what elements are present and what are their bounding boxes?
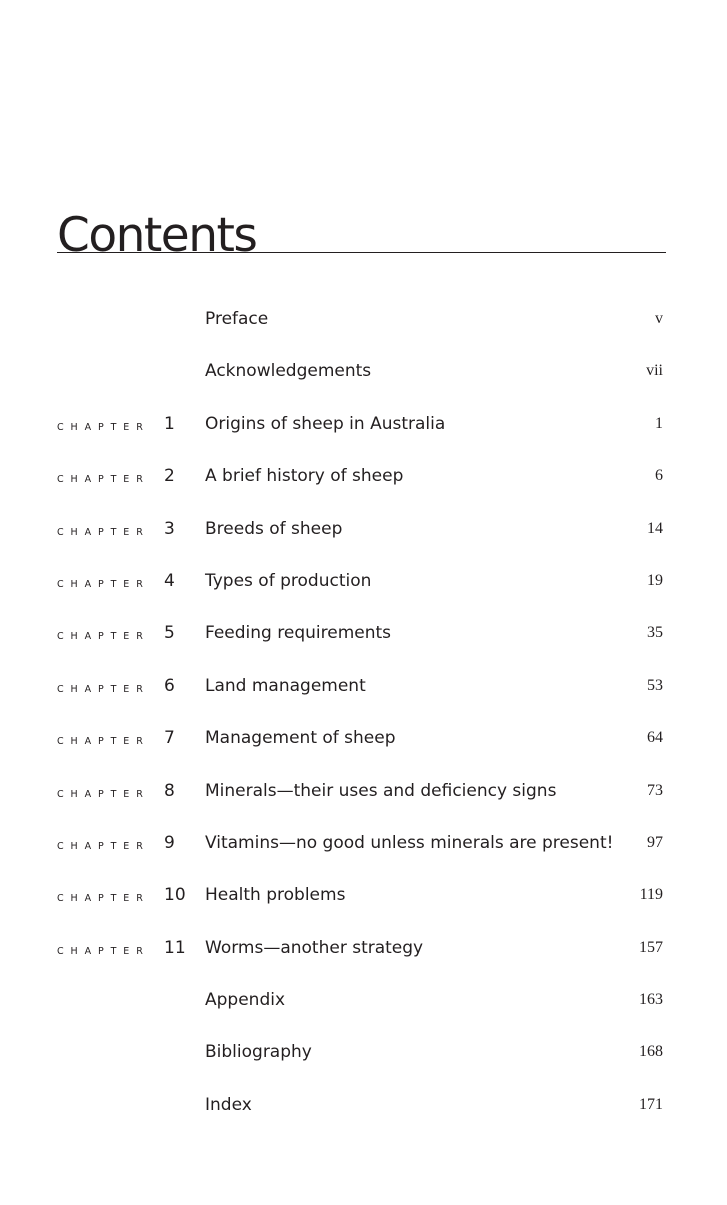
chapter-label: CHAPTER	[57, 788, 150, 800]
chapter-label: CHAPTER	[57, 893, 150, 905]
toc-entry	[57, 619, 666, 671]
chapter-label: CHAPTER	[57, 474, 150, 486]
page-number: 53	[647, 676, 663, 694]
toc-entry	[57, 305, 666, 357]
toc-entry	[57, 567, 666, 619]
chapter-number: 1	[164, 413, 175, 434]
entry-title: Preface	[205, 309, 269, 329]
toc-entry	[57, 672, 666, 724]
toc-entry	[57, 881, 666, 933]
entry-title: Bibliography	[205, 1042, 312, 1063]
page-number: 73	[647, 781, 663, 799]
contents-header	[57, 200, 666, 263]
toc-entry	[57, 1038, 666, 1090]
entry-title: Management of sheep	[205, 728, 396, 749]
entry-title: Worms—another strategy	[205, 937, 424, 958]
chapter-label: CHAPTER	[57, 945, 150, 957]
chapter-label: CHAPTER	[57, 631, 150, 643]
page-number: 171	[639, 1095, 663, 1113]
chapter-label: CHAPTER	[57, 840, 150, 852]
chapter-number: 4	[164, 570, 175, 591]
page-number: 97	[647, 833, 663, 851]
chapter-number: 2	[164, 466, 175, 487]
entry-title: Types of production	[205, 570, 372, 591]
toc-entry	[57, 724, 666, 776]
page-title: Contents	[57, 208, 257, 263]
entry-title: Origins of sheep in Australia	[205, 413, 446, 434]
toc-entry	[57, 986, 666, 1038]
entry-title: Health problems	[205, 885, 346, 906]
page-number: 157	[639, 938, 663, 956]
toc-entry	[57, 410, 666, 462]
entry-title: Land management	[205, 675, 366, 696]
entry-title: Minerals—their uses and deficiency signs	[205, 780, 557, 801]
entry-title: Acknowledgements	[205, 361, 372, 382]
entry-title: Index	[205, 1094, 252, 1115]
entry-title: Breeds of sheep	[205, 518, 343, 539]
chapter-number: 6	[164, 675, 175, 696]
toc-entry	[57, 777, 666, 829]
chapter-number: 5	[164, 623, 175, 644]
page-number: 163	[639, 991, 663, 1009]
toc-entry	[57, 829, 666, 881]
toc-entry	[57, 1091, 666, 1143]
chapter-number: 7	[164, 728, 175, 749]
chapter-label: CHAPTER	[57, 526, 150, 538]
chapter-label: CHAPTER	[57, 683, 150, 695]
page-number: 168	[639, 1043, 663, 1061]
page-number: 35	[647, 624, 663, 642]
toc-entry	[57, 515, 666, 567]
chapter-number: 8	[164, 780, 175, 801]
page-number: 14	[647, 519, 663, 537]
page-number: 64	[647, 729, 663, 747]
page-number: 19	[647, 571, 663, 589]
chapter-label: CHAPTER	[57, 736, 150, 748]
page-number: vii	[646, 362, 663, 380]
chapter-number: 9	[164, 832, 175, 853]
toc-entry	[57, 462, 666, 514]
page-number: 1	[655, 414, 663, 432]
chapter-label: CHAPTER	[57, 421, 150, 433]
entry-title: Feeding requirements	[205, 623, 392, 644]
entry-title: Appendix	[205, 990, 286, 1011]
page-number: v	[655, 310, 663, 327]
toc-entry	[57, 357, 666, 409]
table-of-contents	[57, 305, 666, 1143]
chapter-number: 3	[164, 518, 175, 539]
entry-title: A brief history of sheep	[205, 466, 404, 487]
page-number: 119	[639, 886, 663, 904]
chapter-number: 10	[164, 885, 186, 906]
entry-title: Vitamins—no good unless minerals are present!	[205, 832, 614, 853]
chapter-number: 11	[164, 937, 186, 958]
chapter-label: CHAPTER	[57, 578, 150, 590]
toc-entry	[57, 934, 666, 986]
page-number: 6	[655, 467, 663, 485]
